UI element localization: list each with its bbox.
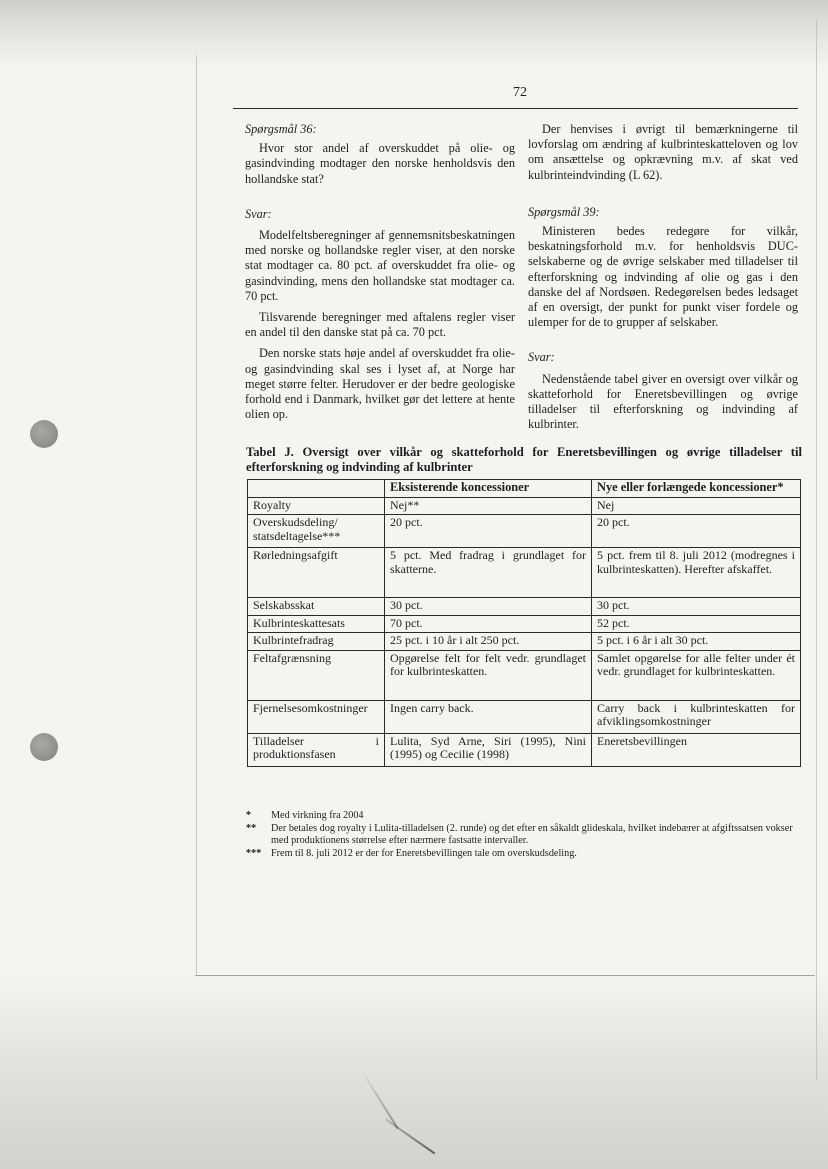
question-39-heading: Spørgsmål 39: xyxy=(528,204,600,219)
answer-36-paragraph-2: Tilsvarende beregninger med aftalens regler viser en andel til den danske stat på ca. 70 pct. xyxy=(245,310,515,340)
concession-terms-table xyxy=(247,479,801,767)
scan-page-edge-left xyxy=(196,55,197,975)
answer-36-paragraph-1: Modelfeltsberegninger af gennemsnitsbeskatningen med norske og hollandske regler viser, at den norske stat modtager ca. 80 pct. af overskuddet fra olie- og gasindvinding, mens den hollandske stat modtager ca. 70 pct. xyxy=(245,228,515,303)
row-label: Tilladelser i produktionsfasen xyxy=(248,733,385,766)
new-value: 30 pct. xyxy=(592,598,801,616)
table-row xyxy=(248,733,801,766)
table-header-new: Nye eller forlængede koncessioner* xyxy=(592,480,801,498)
scan-fold-line xyxy=(195,975,815,976)
existing-value: Nej** xyxy=(385,497,592,515)
existing-value: Opgørelse felt for felt vedr. grundlaget for kulbrinteskatten. xyxy=(385,650,592,700)
table-header-blank xyxy=(248,480,385,498)
punch-hole-upper xyxy=(30,420,58,448)
answer-39-text: Nedenstående tabel giver en oversigt over vilkår og skatteforhold for Eneretsbevillingen og øvrige tilladelser til efterforskning og indvinding af kulbrinter. xyxy=(528,371,798,432)
question-39-text: Ministeren bedes redegøre for vilkår, beskatningsforhold m.v. for henholdsvis DUC-selskaberne og de øvrige selskaber med tilladelser til efterforskning og indvinding af olie og gas i den danske del af Nordsøen. Redegørelsen bedes ledsaget af en oversigt, der punkt for punkt viser fordele og ulemper for de to grupper af selskaber. xyxy=(528,224,798,330)
row-label: Kulbrinteskattesats xyxy=(248,615,385,633)
table-row xyxy=(248,700,801,733)
row-label: Fjernelsesomkostninger xyxy=(248,700,385,733)
question-36-heading: Spørgsmål 36: xyxy=(245,122,317,136)
row-label: Feltafgrænsning xyxy=(248,650,385,700)
new-value: Carry back i kulbrinteskatten for afviklingsomkostninger xyxy=(592,700,801,733)
footnote-text: Frem til 8. juli 2012 er der for Eneretsbevillingen tale om overskudsdeling. xyxy=(271,847,577,859)
table-row xyxy=(248,515,801,548)
row-label: Royalty xyxy=(248,497,385,515)
row-label: Selskabsskat xyxy=(248,598,385,616)
right-column xyxy=(528,122,798,432)
footnote-mark: * xyxy=(246,810,252,821)
table-header-row xyxy=(248,480,801,498)
footnote-mark: ** xyxy=(246,822,257,834)
new-value: Eneretsbevillingen xyxy=(592,733,801,766)
footnote-3 xyxy=(246,848,806,861)
row-label: Overskudsdeling/ statsdeltagelse*** xyxy=(248,515,385,548)
answer-36-heading: Svar: xyxy=(245,206,272,221)
new-value: Nej xyxy=(592,497,801,515)
existing-value: Ingen carry back. xyxy=(385,700,592,733)
footnote-mark: *** xyxy=(246,847,262,859)
existing-value: 70 pct. xyxy=(385,615,592,633)
existing-value: 30 pct. xyxy=(385,598,592,616)
scan-page-edge-right xyxy=(816,20,817,1080)
existing-value: Lulita, Syd Arne, Siri (1995), Nini (1995) og Cecilie (1998) xyxy=(385,733,592,766)
existing-value: 20 pct. xyxy=(385,515,592,548)
footnote-text: Der betales dog royalty i Lulita-tilladelsen (2. runde) og det efter en såkaldt glideskala, hvilket indebærer at afgiftssatsen vokser med produktionens størrelse efter nærmere fastsatte intervaller. xyxy=(271,822,793,847)
answer-36-paragraph-3: Den norske stats høje andel af overskuddet fra olie- og gasindvinding skal ses i lyset af, at Norge har meget større felter. Herudover er der bedre geologiske forhold end i Danmark, hvilket gør det lettere at hente olien op. xyxy=(245,346,515,422)
table-row xyxy=(248,598,801,616)
table-row xyxy=(248,633,801,651)
footnote-1 xyxy=(246,810,806,823)
existing-value: 5 pct. Med fradrag i grundlaget for skatterne. xyxy=(385,548,592,598)
table-header-existing: Eksisterende koncessioner xyxy=(385,480,592,498)
left-column xyxy=(245,122,515,422)
new-value: Samlet opgørelse for alle felter under ét vedr. grundlaget for kulbrinteskatten. xyxy=(592,650,801,700)
table-row xyxy=(248,548,801,598)
table-row xyxy=(248,615,801,633)
new-value: 52 pct. xyxy=(592,615,801,633)
row-label: Rørledningsafgift xyxy=(248,548,385,598)
scan-shadow-top xyxy=(0,0,828,70)
row-label: Kulbrintefradrag xyxy=(248,633,385,651)
punch-hole-lower xyxy=(30,733,58,761)
table-row xyxy=(248,497,801,515)
table-caption: Tabel J. Oversigt over vilkår og skatteforhold for Eneretsbevillingen og øvrige tilladelser til efterforskning og indvinding af kulbrinter xyxy=(246,445,802,474)
header-rule xyxy=(233,108,798,109)
question-36-text: Hvor stor andel af overskuddet på olie- og gasindvinding modtager den norske henholdsvis den hollandske stat? xyxy=(245,141,515,186)
new-value: 5 pct. i 6 år i alt 30 pct. xyxy=(592,633,801,651)
footnote-2 xyxy=(246,823,806,848)
new-value: 5 pct. frem til 8. juli 2012 (modregnes i kulbrinteskatten). Herefter afskaffet. xyxy=(592,548,801,598)
page-number: 72 xyxy=(513,85,527,100)
existing-value: 25 pct. i 10 år i alt 250 pct. xyxy=(385,633,592,651)
table-row xyxy=(248,650,801,700)
footnote-text: Med virkning fra 2004 xyxy=(271,810,364,821)
answer-39-heading: Svar: xyxy=(528,350,555,365)
reference-paragraph: Der henvises i øvrigt til bemærkningerne til lovforslag om ændring af kulbrinteskatteloven og lov om ansættelse og opkrævning m.v. af skat ved kulbrinteindvinding (L 62). xyxy=(528,122,798,182)
new-value: 20 pct. xyxy=(592,515,801,548)
table-footnotes xyxy=(246,810,806,860)
